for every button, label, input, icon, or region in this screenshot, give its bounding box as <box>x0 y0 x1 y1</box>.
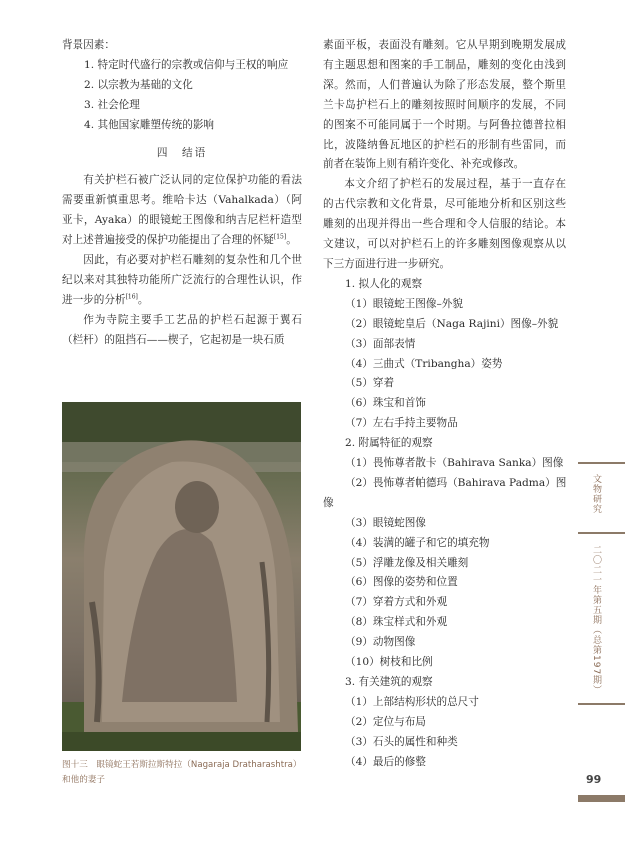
list-item: （5）穿着 <box>345 377 395 390</box>
factor-item: 4. 其他国家雕塑传统的影响 <box>84 118 215 131</box>
list-item: （9）动物图像 <box>345 636 416 649</box>
group-title: 3. 有关建筑的观察 <box>345 676 433 688</box>
punctuation: 。 <box>286 234 297 247</box>
reference-mark: [16] <box>125 293 138 301</box>
list-item: （4）最后的修整 <box>345 755 426 768</box>
section-heading: 四 结语 <box>156 146 208 159</box>
list-item: （6）图像的姿势和位置 <box>345 576 458 589</box>
reference-mark: [15] <box>273 233 287 241</box>
list-item: （3）面部表情 <box>345 337 416 350</box>
list-item: （2）定位与布局 <box>345 715 426 728</box>
journal-name: 文物研究 <box>591 474 601 514</box>
list-item: （6）珠宝和首饰 <box>345 397 426 410</box>
list-item: （2）畏怖尊者帕德玛（Bahirava Padma）图 <box>345 476 567 489</box>
figure-caption: 图十三 眼镜蛇王若斯拉斯特拉（Nagaraja Dratharashtra）和他的妻子 <box>62 760 302 785</box>
list-item: （1）上部结构形状的总尺寸 <box>345 695 479 708</box>
page-number-bar <box>578 795 625 802</box>
page-number: 99 <box>586 773 602 786</box>
list-item: （10）树枝和比例 <box>345 656 433 669</box>
factor-item: 2. 以宗教为基础的文化 <box>84 78 193 91</box>
list-item: （1）眼镜蛇王图像–外貌 <box>345 297 463 310</box>
list-item: （7）穿着方式和外观 <box>345 596 448 609</box>
list-item: （7）左右手持主要物品 <box>345 417 458 430</box>
paragraph <box>62 251 302 311</box>
paragraph: 本文介绍了护栏石的发展过程，基于一直存在的古代宗教和文化背景，尽可能地分析和区别这些雕刻的出现并得出一些合理和令人信服的结论。本文建议，可以对护栏石上的许多雕刻图像观察从以下三方面进行进一步研究。 <box>323 178 566 270</box>
intro-text: 背景因素： <box>62 39 115 51</box>
list-item-continuation: 像 <box>323 496 334 509</box>
margin-rule <box>578 462 625 464</box>
issue-label: 二〇二一年第五期（总第197期） <box>591 545 601 696</box>
margin-rule <box>578 532 625 534</box>
paragraph <box>62 171 302 251</box>
guardstone-photo <box>62 402 301 751</box>
paragraph-text: 因此，有必要对护栏石雕刻的复杂性和几个世纪以来对其独特功能所广泛流行的合理性认识，作进一步的分析 <box>62 254 302 306</box>
list-item: （4）三曲式（Tribangha）姿势 <box>345 357 503 370</box>
factor-item: 3. 社会伦理 <box>84 98 140 111</box>
list-item: （1）畏怖尊者散卡（Bahirava Sanka）图像 <box>345 457 564 470</box>
paragraph: 作为寺院主要手工艺品的护栏石起源于翼石（栏杆）的阻挡石——楔子，它起初是一块石质 <box>62 313 302 346</box>
left-column <box>62 36 302 351</box>
factor-item: 1. 特定时代盛行的宗教或信仰与王权的响应 <box>84 58 289 71</box>
list-item: （3）眼镜蛇图像 <box>345 516 426 529</box>
list-item: （2）眼镜蛇皇后（Naga Rajini）图像–外貌 <box>345 317 559 330</box>
paragraph-text: 有关护栏石被广泛认同的定位保护功能的看法需要重新慎重思考。维哈卡达（Vahalkada）（阿亚卡，Ayaka）的眼镜蛇王图像和纳吉尼栏杆造型对上述普遍接受的保护功能提出了合理的怀疑 <box>62 174 302 247</box>
list-item: （4）装满的罐子和它的填充物 <box>345 536 490 549</box>
list-item: （3）石头的属性和种类 <box>345 735 458 748</box>
paragraph: 素面平板，表面没有雕刻。它从早期到晚期发展成有主题思想和图案的手工制品，雕刻的变化由浅到深。然而，人们普遍认为除了形态发展，整个斯里兰卡岛护栏石上的雕刻按照时间顺序的发展，不同的图案不可能同属于一个时期。与阿鲁拉德普拉相比，波隆纳鲁瓦地区的护栏石的形制有些雷同，而前者在装饰上则有稍许变化、补充或修改。 <box>323 39 566 171</box>
list-item: （8）珠宝样式和外观 <box>345 616 448 629</box>
list-item: （5）浮雕龙像及相关雕刻 <box>345 556 469 569</box>
group-title: 2. 附属特征的观察 <box>345 437 433 450</box>
figure-photo <box>62 402 301 751</box>
group-title: 1. 拟人化的观察 <box>345 277 423 290</box>
punctuation: 。 <box>137 293 149 306</box>
right-column <box>323 36 566 773</box>
margin-rule <box>578 703 625 705</box>
